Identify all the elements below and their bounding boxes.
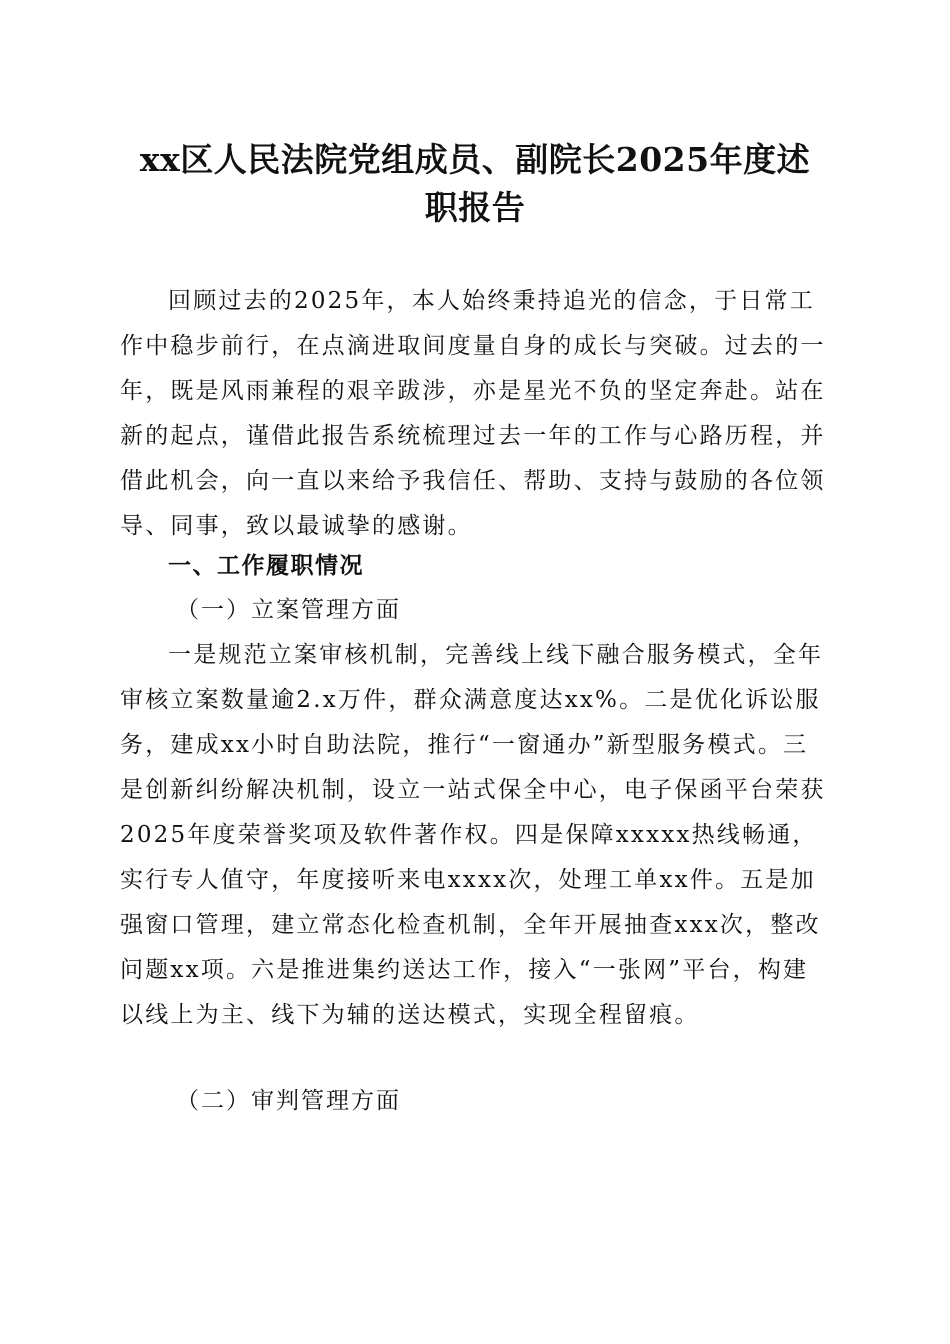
subsection-heading-trial-management: （二）审判管理方面 bbox=[176, 1088, 401, 1114]
intro-section bbox=[120, 279, 830, 549]
intro-paragraph: 回顾过去的2025年，本人始终秉持追光的信念，于日常工作中稳步前行，在点滴进取间度量自身的成长与突破。过去的一年，既是风雨兼程的艰辛跋涉，亦是星光不负的坚定奔赴。站在新的起点，谨借此报告系统梳理过去一年的工作与心路历程，并借此机会，向一直以来给予我信任、帮助、支持与鼓励的各位领导、同事，致以最诚挚的感谢。 bbox=[120, 288, 826, 539]
title-line-2: 职报告 bbox=[424, 188, 526, 227]
section-heading-work-performance: 一、工作履职情况 bbox=[168, 553, 364, 579]
case-filing-paragraph: 一是规范立案审核机制，完善线上线下融合服务模式，全年审核立案数量逾2.x万件，群众满意度达xx%。二是优化诉讼服务，建成xx小时自助法院，推行“一窗通办”新型服务模式。三是创新纠纷解决机制，设立一站式保全中心，电子保函平台荣获2025年度荣誉奖项及软件著作权。四是保障xxxxx热线畅通，实行专人值守，年度接听来电xxxx次，处理工单xx件。五是加强窗口管理，建立常态化检查机制，全年开展抽查xxx次，整改问题xx项。六是推进集约送达工作，接入“一张网”平台，构建以线上为主、线下为辅的送达模式，实现全程留痕。 bbox=[120, 642, 826, 1028]
title-line-1: xx区人民法院党组成员、副院长2025年度述 bbox=[139, 140, 811, 179]
subsection-heading-case-filing: （一）立案管理方面 bbox=[176, 597, 401, 623]
document-title bbox=[110, 136, 840, 232]
case-filing-section bbox=[120, 633, 830, 1038]
